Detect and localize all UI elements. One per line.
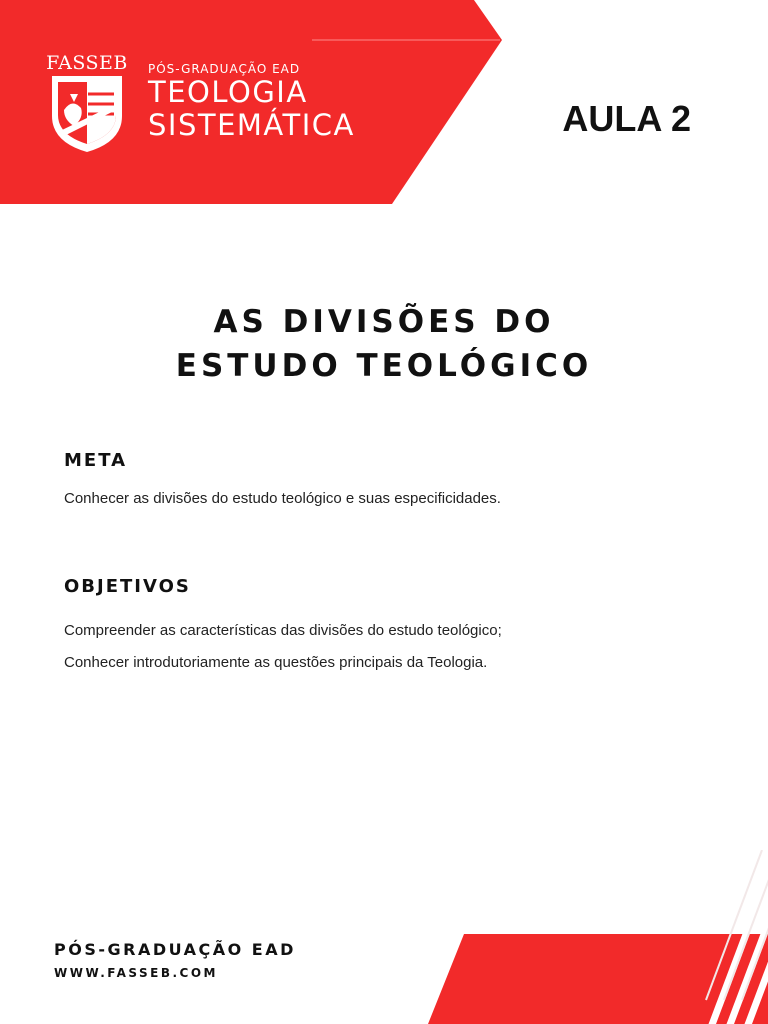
footer-program: PÓS-GRADUAÇÃO EAD [54,940,296,959]
meta-text: Conhecer as divisões do estudo teológico e suas especificidades. [64,490,501,507]
fasseb-logo [44,52,130,156]
shield-crest-icon [48,72,126,154]
lesson-label: AULA 2 [562,98,691,139]
objective-item: Conhecer introdutoriamente as questões principais da Teologia. [64,654,488,671]
footer-graphic [420,850,768,1024]
course-title-line2: SISTEMÁTICA [148,108,355,142]
course-title [148,76,355,142]
objective-item: Compreender as características das divisões do estudo teológico; [64,622,502,639]
objectives-heading: OBJETIVOS [64,576,191,597]
page-title-line1: AS DIVISÕES DO [213,304,555,340]
course-title-line1: TEOLOGIA [148,75,308,109]
meta-heading: META [64,450,128,471]
page-title [0,300,768,388]
page-title-line2: ESTUDO TEOLÓGICO [175,348,593,384]
logo-text: FASSEB [46,52,128,74]
footer-website-link[interactable]: WWW.FASSEB.COM [54,966,218,980]
program-label: PÓS-GRADUAÇÃO EAD [148,62,301,76]
